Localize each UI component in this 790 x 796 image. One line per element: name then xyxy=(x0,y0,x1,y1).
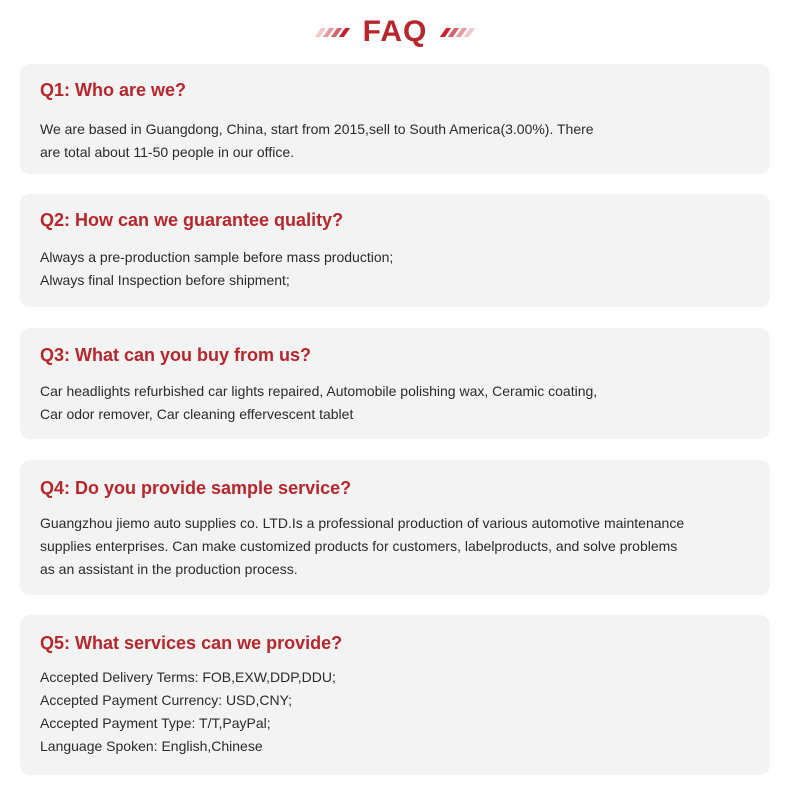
faq-header xyxy=(0,10,790,54)
faq-answer-line: Accepted Payment Currency: USD,CNY; xyxy=(40,692,292,708)
faq-answer xyxy=(40,118,740,164)
faq-answer-line: Car headlights refurbished car lights repaired, Automobile polishing wax, Ceramic coating, xyxy=(40,383,598,399)
faq-question: Q3: What can you buy from us? xyxy=(40,345,312,365)
faq-answer xyxy=(40,246,740,292)
faq-answer xyxy=(40,512,740,581)
faq-card-q1 xyxy=(20,64,770,174)
page-title: FAQ xyxy=(362,15,428,48)
faq-answer-line: supplies enterprises. Can make customized products for customers, labelproducts, and solve problems xyxy=(40,538,678,554)
faq-card-q4 xyxy=(20,460,770,595)
decorative-stripes-left-icon xyxy=(318,25,347,39)
faq-answer-line: Car odor remover, Car cleaning effervescent tablet xyxy=(40,406,354,422)
faq-answer xyxy=(40,666,740,758)
faq-answer-line: Accepted Payment Type: T/T,PayPal; xyxy=(40,715,271,731)
faq-answer-line: We are based in Guangdong, China, start from 2015,sell to South America(3.00%). There xyxy=(40,121,594,137)
faq-answer xyxy=(40,380,740,426)
faq-card-q5 xyxy=(20,615,770,775)
decorative-stripes-right-icon xyxy=(443,25,472,39)
faq-card-q3 xyxy=(20,328,770,439)
faq-answer-line: as an assistant in the production process. xyxy=(40,561,298,577)
faq-question: Q1: Who are we? xyxy=(40,80,187,100)
faq-question: Q5: What services can we provide? xyxy=(40,633,343,653)
faq-answer-line: Language Spoken: English,Chinese xyxy=(40,738,263,754)
faq-answer-line: are total about 11-50 people in our office. xyxy=(40,144,294,160)
faq-answer-line: Always a pre-production sample before mass production; xyxy=(40,249,394,265)
faq-answer-line: Always final Inspection before shipment; xyxy=(40,272,290,288)
faq-card-q2 xyxy=(20,194,770,307)
faq-answer-line: Guangzhou jiemo auto supplies co. LTD.Is a professional production of various automotive maintenance xyxy=(40,515,685,531)
faq-question: Q2: How can we guarantee quality? xyxy=(40,210,344,230)
faq-question: Q4: Do you provide sample service? xyxy=(40,478,352,498)
faq-answer-line: Accepted Delivery Terms: FOB,EXW,DDP,DDU; xyxy=(40,669,336,685)
